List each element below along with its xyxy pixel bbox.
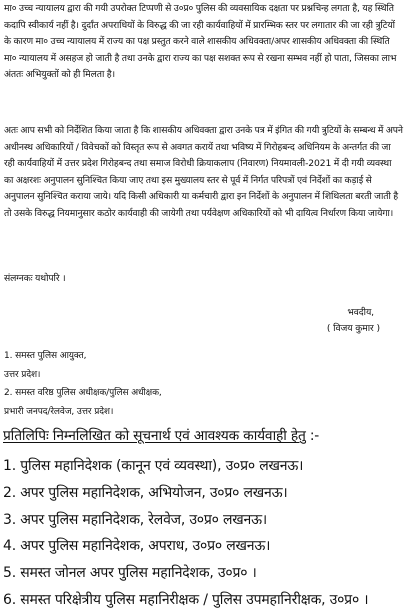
body-paragraph-2: अतः आप सभी को निर्देशित किया जाता है कि शासकीय अधिवक्ता द्वारा उनके पत्र में इंगित की गयी त्रुटियों के सम्बन्ध में अपने अधीनस्थ अधिकारियों / विवेचकों को विस्तृत रूप से अवगत करायें तथा भविष्य में गिरोहबन्द अधिनियम के अन्तर्गत की जा रही कार्यवाहियों में उत्तर प्रदेश गिरोहबन्द तथा समाज विरोधी क्रियाकलाप (निवारण) नियमावली-2021 में दी गयी व्यवस्था का अक्षरशः अनुपालन सुनिश्चित किया जाए तथा इस मुख्यालय स्तर से पूर्व में निर्गत परिपत्रों एवं निर्देशों का कड़ाई से अनुपालन सुनिश्चित कराया जाये। यदि किसी अधिकारी या कर्मचारी द्वारा इन निर्देशों के अनुपालन में शिथिलता बरती जाती है तो उसके विरुद्ध नियमानुसार कठोर कार्यवाही की जायेगी तथा पर्यवेक्षण अधिकारियों को भी दायित्व निर्धारण किया जायेगा। xyxy=(4,125,403,219)
copy-list-item: 5. समस्त जोनल अपर पुलिस महानिदेशक, उ०प्र० । xyxy=(3,565,257,581)
enclosure-note: संलग्नकः यथोपरि । xyxy=(4,273,66,284)
copy-list-item: 3. अपर पुलिस महानिदेशक, रेलवेज, उ०प्र० लखनऊ। xyxy=(3,512,267,528)
copy-list-item: 4. अपर पुलिस महानिदेशक, अपराध, उ०प्र० लखनऊ। xyxy=(3,538,271,554)
addressee-line: प्रभारी जनपद/रेलवेज, उत्तर प्रदेश। xyxy=(4,407,114,417)
copy-to-heading-text: प्रतिलिपिः निम्नलिखित को सूचनार्थ एवं आवश्यक कार्यवाही हेतु xyxy=(3,428,306,444)
closing-salutation: भवदीय, xyxy=(347,307,374,318)
copy-list-item: 6. समस्त परिक्षेत्रीय पुलिस महानिरीक्षक / पुलिस उपमहानिरीक्षक, उ०प्र० । xyxy=(3,592,369,608)
addressee-line: 2. समस्त वरिष्ठ पुलिस अधीक्षक/पुलिस अधीक्षक, xyxy=(4,388,162,398)
addressee-line: 1. समस्त पुलिस आयुक्त, xyxy=(4,351,87,361)
addressee-line: उत्तर प्रदेश। xyxy=(4,370,41,380)
copy-to-heading-suffix: :- xyxy=(305,428,320,444)
body-paragraph-1: मा० उच्च न्यायालय द्वारा की गयी उपरोक्त टिप्पणी से उ०प्र० पुलिस की व्यवसायिक दक्षता पर प्रश्नचिन्ह लगता है, यह स्थिति कदापि स्वीकार्य नहीं है। दुर्दांत अपराधियों के विरुद्ध की जा रही कार्यवाहियों में प्रारम्भिक स्तर पर लगातार की जा रही त्रुटियों के कारण मा० उच्च न्यायालय में राज्य का पक्ष प्रस्तुत करने वाले शासकीय अधिवक्ता/अपर शासकीय अधिवक्ता की स्थिति मा० न्यायालय में असहज हो जाती है तथा उनके द्वारा राज्य का पक्ष सशक्त रूप से रखना सम्भव नहीं हो पाता, जिसका लाभ अंततः अभियुक्तों को ही मिलता है। xyxy=(4,3,397,81)
copy-to-heading xyxy=(3,426,319,446)
signatory-name: ( विजय कुमार ) xyxy=(326,323,380,334)
copy-list-item: 1. पुलिस महानिदेशक (कानून एवं व्यवस्था), उ०प्र० लखनऊ। xyxy=(3,458,304,474)
copy-list-item: 2. अपर पुलिस महानिदेशक, अभियोजन, उ०प्र० लखनऊ। xyxy=(3,485,288,501)
